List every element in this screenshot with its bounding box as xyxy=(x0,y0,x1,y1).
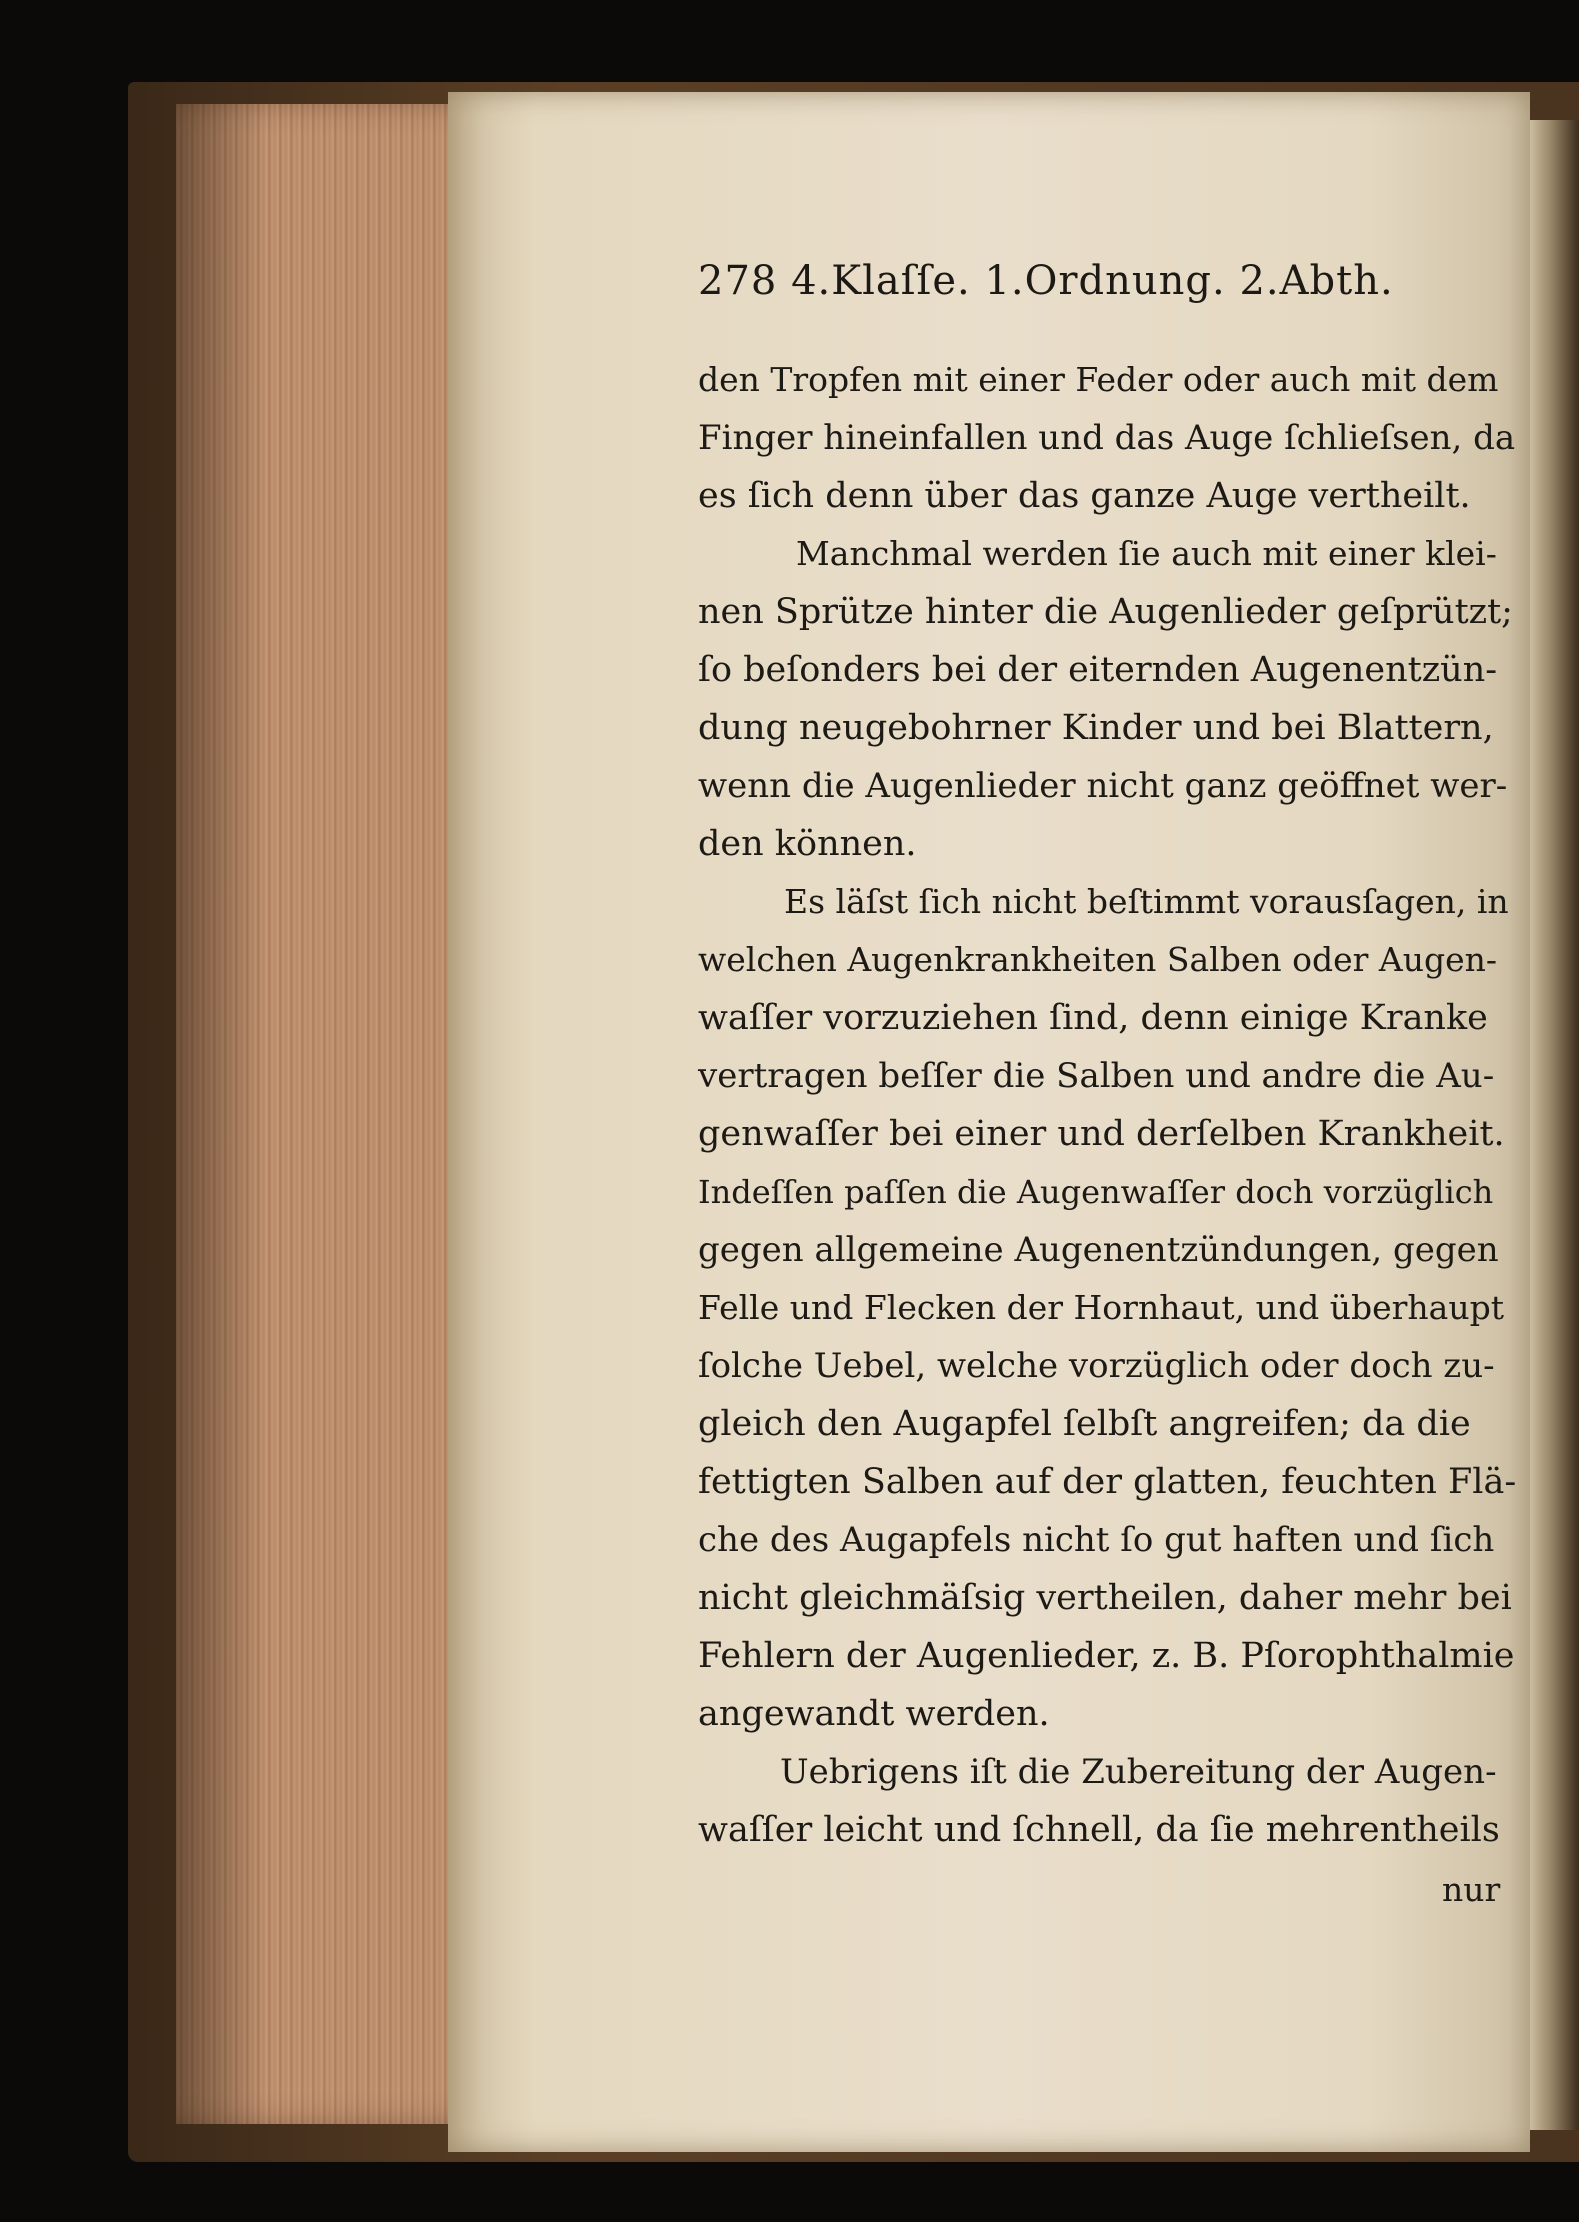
text-line: Fehlern der Augenlieder, z. B. Pſorophthalmie xyxy=(698,1636,1515,1676)
text-line: Manchmal werden ſie auch mit einer klei- xyxy=(796,534,1497,573)
text-line: Es läſst ſich nicht beſtimmt vorausſagen, in xyxy=(784,882,1509,921)
text-line: gleich den Augapfel ſelbſt angreifen; da die xyxy=(698,1404,1471,1444)
text-line: Uebrigens iſt die Zubereitung der Augen- xyxy=(780,1752,1497,1792)
page-right-edge xyxy=(1530,120,1579,2130)
text-line: genwaſſer bei einer und derſelben Krankheit. xyxy=(698,1114,1505,1154)
text-line: nicht gleichmäſsig vertheilen, daher mehr bei xyxy=(698,1578,1512,1618)
page-edges-shadow xyxy=(176,104,266,2124)
text-line: ſolche Uebel, welche vorzüglich oder doch zu- xyxy=(698,1346,1495,1386)
text-line: wenn die Augenlieder nicht ganz geöffnet wer- xyxy=(698,766,1508,806)
text-line: den Tropfen mit einer Feder oder auch mit dem xyxy=(698,360,1499,399)
text-line: den können. xyxy=(698,824,917,864)
text-line: Finger hineinfallen und das Auge ſchlieſsen, da xyxy=(698,418,1516,458)
text-line: dung neugebohrner Kinder und bei Blattern, xyxy=(698,708,1494,748)
text-line: nen Sprütze hinter die Augenlieder geſprützt; xyxy=(698,592,1513,632)
text-line: welchen Augenkrankheiten Salben oder Augen- xyxy=(698,940,1498,979)
text-line: gegen allgemeine Augenentzündungen, gegen xyxy=(698,1230,1499,1270)
running-head: 278 4.Klaſſe. 1.Ordnung. 2.Abth. xyxy=(698,258,1394,304)
catchword: nur xyxy=(1442,1870,1501,1909)
text-line: vertragen beſſer die Salben und andre die Au- xyxy=(698,1056,1495,1096)
text-line: angewandt werden. xyxy=(698,1694,1050,1734)
text-line: che des Augapfels nicht ſo gut haften und ſich xyxy=(698,1520,1495,1560)
text-line: ſo beſonders bei der eiternden Augenentzün- xyxy=(698,650,1498,690)
text-line: es ſich denn über das ganze Auge vertheilt. xyxy=(698,476,1471,516)
text-line: waſſer leicht und ſchnell, da ſie mehrentheils xyxy=(698,1810,1500,1850)
text-line: Indeſſen paſſen die Augenwaſſer doch vorzüglich xyxy=(698,1173,1494,1211)
text-line: fettigten Salben auf der glatten, feuchten Flä- xyxy=(698,1462,1517,1502)
text-line: waſſer vorzuziehen ſind, denn einige Kranke xyxy=(698,998,1488,1038)
text-line: Felle und Flecken der Hornhaut, und überhaupt xyxy=(698,1288,1504,1327)
